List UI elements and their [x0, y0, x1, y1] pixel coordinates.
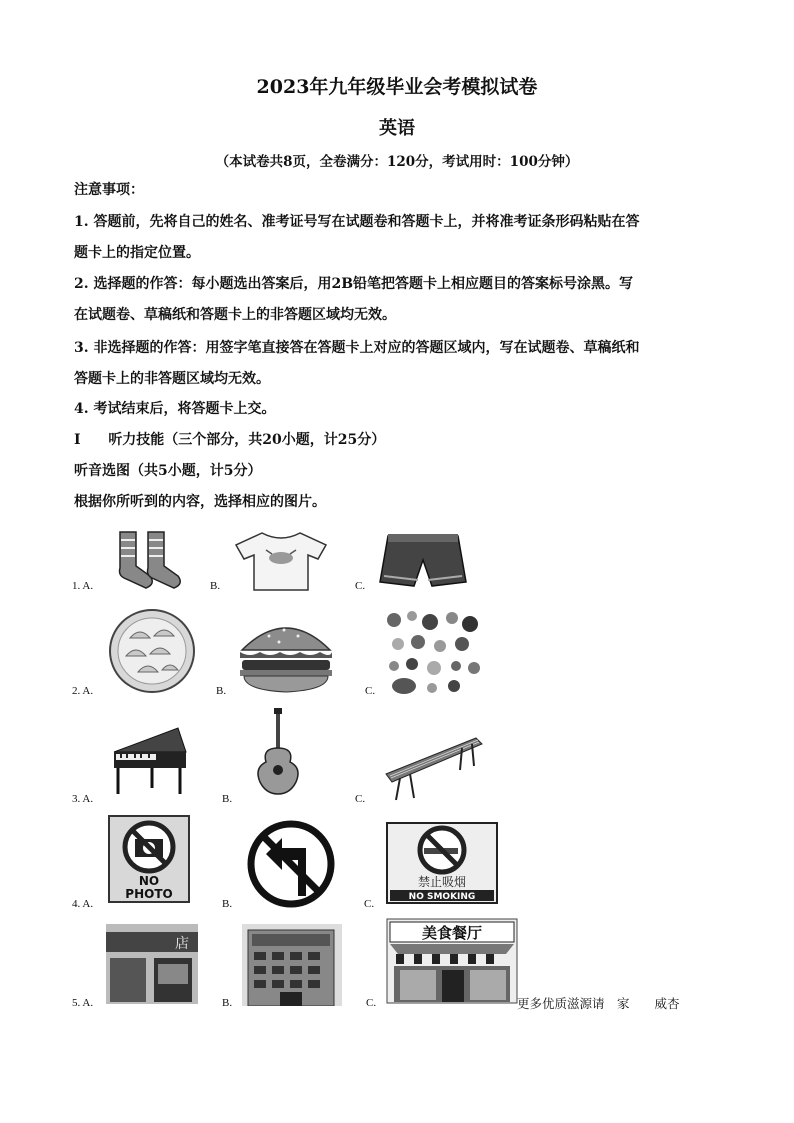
subject-title: 英语 [379, 118, 415, 139]
q2-option-c-label: C. [365, 685, 376, 697]
restaurant-image [386, 918, 518, 1004]
note-3-line-2: 答题卡上的非答题区域均无效。 [74, 371, 270, 387]
no-photo-text-2: PHOTO [125, 887, 173, 901]
guitar-image [254, 708, 302, 796]
q3-option-a-label: 3. A. [72, 793, 94, 805]
section-title: 听力技能（三个部分，共20小题，计25分） [108, 432, 386, 448]
no-left-turn-sign-image [242, 818, 340, 908]
note-4: 4. 考试结束后，将答题卡上交。 [74, 401, 276, 417]
q1-option-a-label: 1. A. [72, 580, 94, 592]
section-heading [74, 430, 724, 450]
part-title: 听音选图（共5小题，计5分） [74, 463, 262, 479]
note-1-line-2: 题卡上的指定位置。 [74, 245, 200, 261]
q2-option-a-label: 2. A. [72, 685, 94, 697]
q5-option-b-label: B. [222, 997, 233, 1009]
q1-option-c-label: C. [355, 580, 366, 592]
exam-info: （本试卷共8页，全卷满分：120分，考试用时：100分钟） [215, 154, 579, 170]
tshirt-image [232, 530, 330, 592]
q1-option-b-label: B. [210, 580, 221, 592]
no-photo-text-1: NO [138, 874, 160, 888]
q3-option-b-label: B. [222, 793, 233, 805]
hamburger-image [234, 610, 338, 696]
q2-option-b-label: B. [216, 685, 227, 697]
dumplings-image [108, 608, 196, 694]
note-2-line-2: 在试题卷、草稿纸和答题卡上的非答题区域均无效。 [74, 307, 396, 323]
piano-image [108, 722, 190, 798]
no-smoking-sign-image [386, 822, 498, 904]
exam-title: 2023年九年级毕业会考模拟试卷 [256, 76, 538, 98]
no-photo-sign-image [108, 815, 190, 903]
shop-sign-text: 店 [175, 936, 189, 952]
vegetables-image [382, 608, 482, 694]
note-3-line-1: 3. 非选择题的作答：用签字笔直接答在答题卡上对应的答题区域内，写在试题卷、草稿纸和 [74, 340, 640, 356]
office-building-image [242, 924, 342, 1006]
notes-heading: 注意事项： [74, 182, 144, 198]
footer-watermark: 更多优质滋源请 家 威杏 [517, 996, 680, 1011]
socks-image [104, 530, 186, 590]
q4-option-a-label: 4. A. [72, 898, 94, 910]
restaurant-sign-text: 美食餐厅 [421, 924, 483, 942]
q3-option-c-label: C. [355, 793, 366, 805]
q5-option-c-label: C. [366, 997, 377, 1009]
zither-image [380, 726, 486, 802]
note-2-line-1: 2. 选择题的作答：每小题选出答案后，用2B铅笔把答题卡上相应题目的答案标号涂黑。写 [74, 276, 634, 292]
q4-option-c-label: C. [364, 898, 375, 910]
no-smoking-cn-text: 禁止吸烟 [417, 875, 467, 889]
no-smoking-en-text: NO SMOKING [408, 892, 476, 902]
section-roman: I [74, 432, 81, 448]
shorts-image [374, 530, 472, 590]
instruction: 根据你所听到的内容，选择相应的图片。 [74, 494, 326, 510]
q4-option-b-label: B. [222, 898, 233, 910]
q5-option-a-label: 5. A. [72, 997, 94, 1009]
note-1-line-1: 1. 答题前，先将自己的姓名、准考证号写在试题卷和答题卡上，并将准考证条形码粘贴在答 [74, 214, 640, 230]
shop-front-image [106, 924, 198, 1004]
